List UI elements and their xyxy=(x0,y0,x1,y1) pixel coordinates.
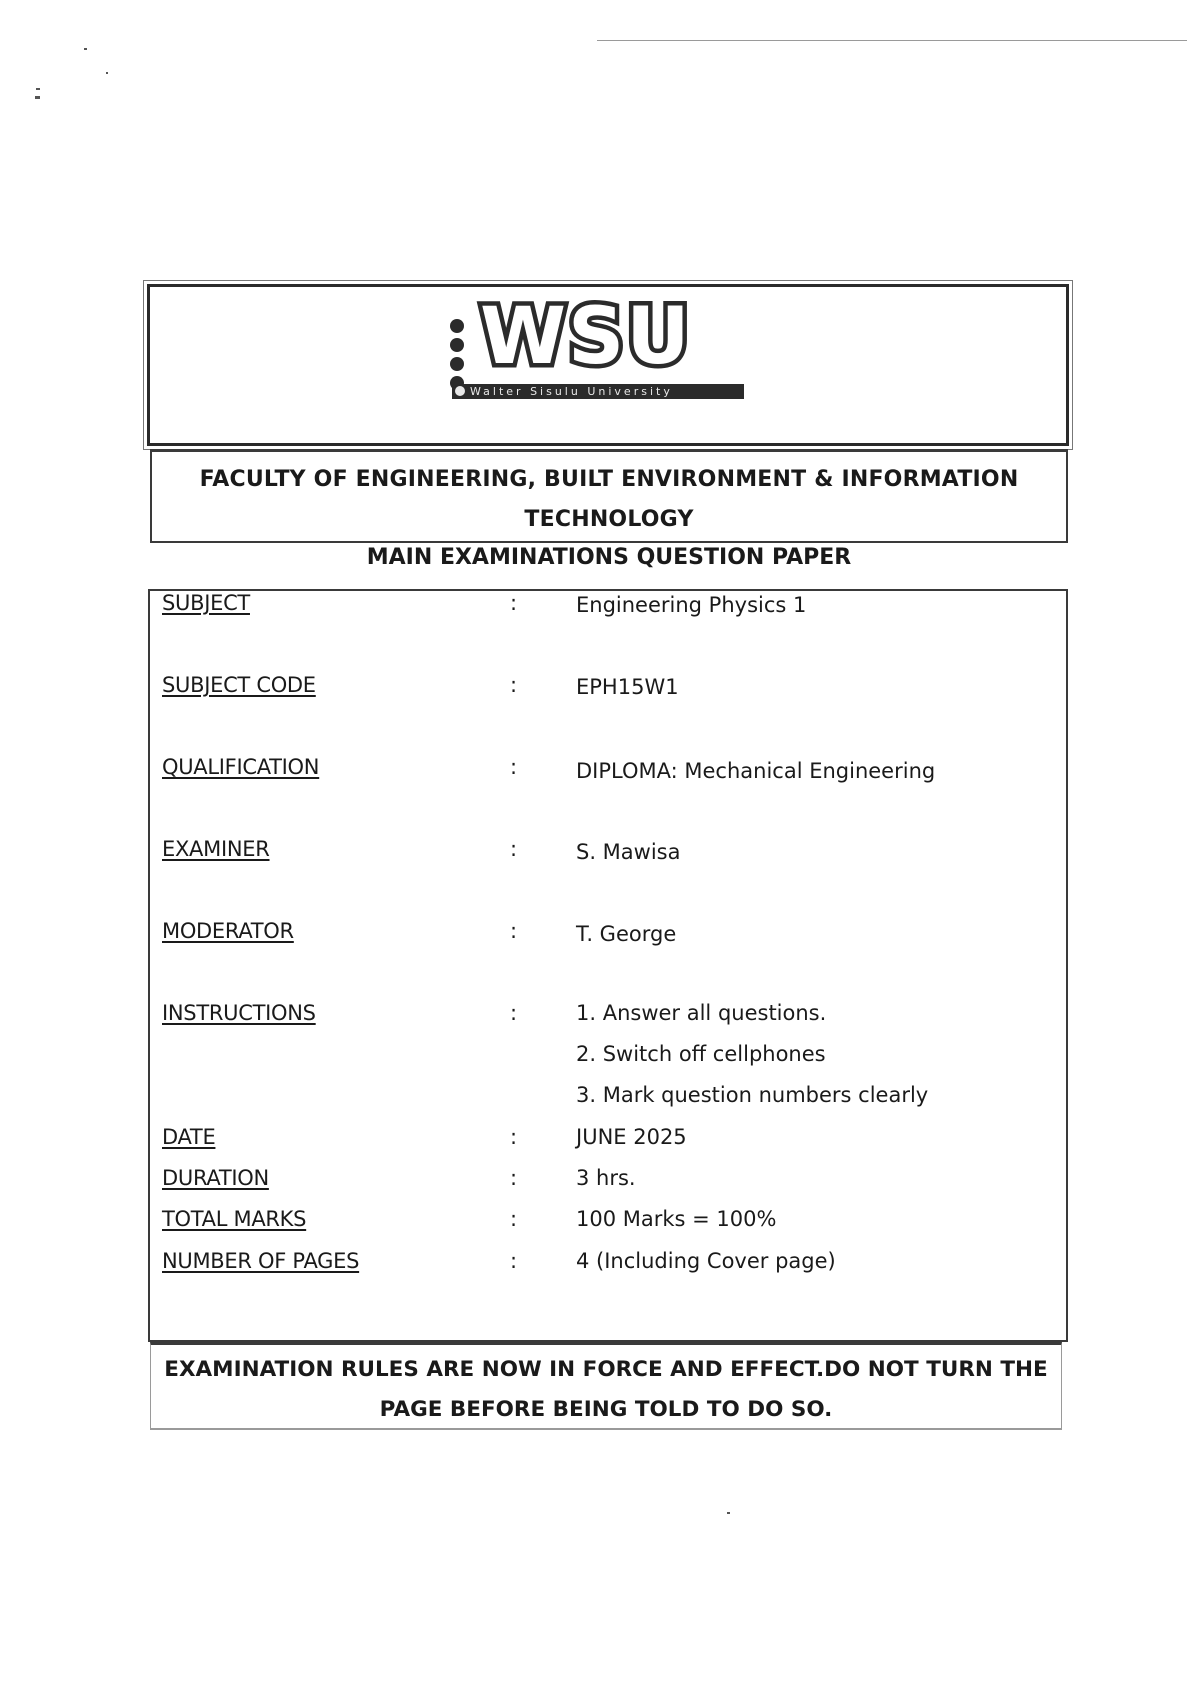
detail-separator: : xyxy=(510,755,518,779)
detail-separator: : xyxy=(510,1207,518,1231)
instructions-list xyxy=(576,993,928,1116)
faculty-name-line1: FACULTY OF ENGINEERING, BUILT ENVIRONMENT & INFORMATION xyxy=(199,467,1019,492)
faculty-box xyxy=(150,449,1068,543)
detail-separator: : xyxy=(510,1001,518,1025)
logo-subtitle: Walter Sisulu University xyxy=(470,385,673,398)
scan-speck xyxy=(84,48,87,50)
detail-separator: : xyxy=(510,1166,518,1190)
detail-separator: : xyxy=(510,591,518,615)
detail-label: EXAMINER xyxy=(162,837,270,861)
scan-speck xyxy=(106,72,108,74)
instruction-item: 1. Answer all questions. xyxy=(576,1001,827,1025)
detail-value: S. Mawisa xyxy=(576,840,681,864)
detail-value: 100 Marks = 100% xyxy=(576,1207,777,1231)
exam-rules-line1: EXAMINATION RULES ARE NOW IN FORCE AND EFFECT.DO NOT TURN THE xyxy=(164,1357,1048,1382)
detail-label: SUBJECT xyxy=(162,591,250,615)
logo-wordmark: WSU xyxy=(480,292,692,382)
scan-speck xyxy=(36,88,40,90)
detail-separator: : xyxy=(510,837,518,861)
detail-separator: : xyxy=(510,1249,518,1273)
detail-separator: : xyxy=(510,919,518,943)
detail-value: DIPLOMA: Mechanical Engineering xyxy=(576,759,936,783)
detail-separator: : xyxy=(510,673,518,697)
detail-label: MODERATOR xyxy=(162,919,294,943)
paper-title: MAIN EXAMINATIONS QUESTION PAPER xyxy=(366,545,852,570)
detail-label: SUBJECT CODE xyxy=(162,673,316,697)
detail-value: 3 hrs. xyxy=(576,1166,636,1190)
logo-subtitle-bar xyxy=(452,384,744,399)
detail-label: DURATION xyxy=(162,1166,269,1190)
instruction-item: 3. Mark question numbers clearly xyxy=(576,1083,929,1107)
scan-speck xyxy=(727,1512,730,1514)
detail-label: TOTAL MARKS xyxy=(162,1207,307,1231)
exam-rules-box xyxy=(150,1342,1062,1430)
detail-value: T. George xyxy=(576,922,677,946)
logo-circle-icon xyxy=(455,386,465,396)
detail-value: EPH15W1 xyxy=(576,675,679,699)
instruction-item: 2. Switch off cellphones xyxy=(576,1042,826,1066)
exam-details-box xyxy=(148,589,1068,1342)
detail-value: 4 (Including Cover page) xyxy=(576,1249,836,1273)
exam-rules-line2: PAGE BEFORE BEING TOLD TO DO SO. xyxy=(379,1397,833,1422)
detail-label: QUALIFICATION xyxy=(162,755,320,779)
university-logo xyxy=(450,292,750,402)
detail-value: Engineering Physics 1 xyxy=(576,593,807,617)
detail-separator: : xyxy=(510,1125,518,1149)
scan-top-rule xyxy=(597,40,1187,41)
scan-speck xyxy=(35,96,40,99)
detail-label: INSTRUCTIONS xyxy=(162,1001,316,1025)
detail-label: NUMBER OF PAGES xyxy=(162,1249,360,1273)
detail-label: DATE xyxy=(162,1125,216,1149)
detail-value: JUNE 2025 xyxy=(576,1125,687,1149)
faculty-name-line2: TECHNOLOGY xyxy=(524,507,694,532)
